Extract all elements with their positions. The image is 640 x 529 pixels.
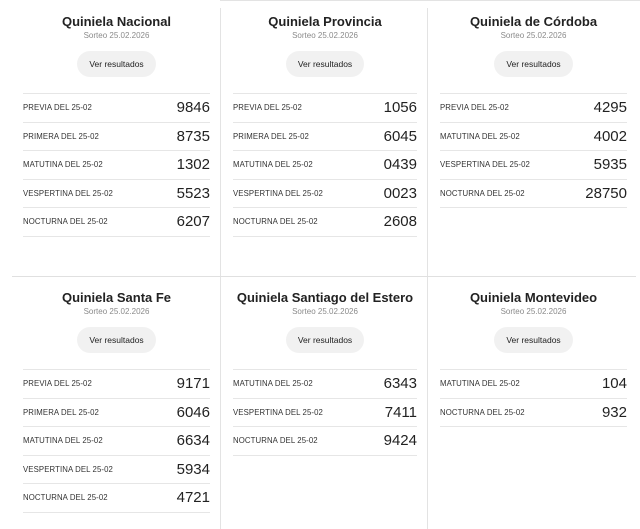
result-row bbox=[23, 369, 210, 399]
results-list bbox=[440, 93, 627, 208]
draw-label: NOCTURNA DEL 25-02 bbox=[23, 217, 108, 227]
draw-label: PRIMERA DEL 25-02 bbox=[23, 407, 99, 417]
draw-label: VESPERTINA DEL 25-02 bbox=[233, 188, 323, 198]
ver-resultados-button[interactable]: Ver resultados bbox=[494, 51, 572, 77]
draw-label: PREVIA DEL 25-02 bbox=[440, 103, 509, 113]
draw-label: MATUTINA DEL 25-02 bbox=[233, 379, 313, 389]
draw-number: 6343 bbox=[383, 375, 417, 393]
draw-number: 104 bbox=[601, 375, 627, 393]
result-row bbox=[233, 151, 417, 180]
card-title: Quiniela Montevideo bbox=[469, 290, 598, 305]
draw-number: 0023 bbox=[383, 184, 417, 202]
draw-label: PREVIA DEL 25-02 bbox=[23, 103, 92, 113]
result-row bbox=[440, 123, 627, 152]
result-row bbox=[440, 93, 627, 123]
card-quiniela-santiago-del-estero bbox=[220, 276, 427, 529]
draw-label: VESPERTINA DEL 25-02 bbox=[440, 160, 530, 170]
ver-resultados-button[interactable]: Ver resultados bbox=[77, 51, 155, 77]
draw-label: MATUTINA DEL 25-02 bbox=[440, 131, 520, 141]
draw-label: NOCTURNA DEL 25-02 bbox=[23, 493, 108, 503]
card-quiniela-nacional bbox=[10, 0, 220, 276]
draw-number: 5935 bbox=[593, 156, 627, 174]
card-quiniela-provincia bbox=[220, 0, 427, 276]
result-row bbox=[440, 180, 627, 209]
card-title: Quiniela de Córdoba bbox=[469, 14, 598, 29]
result-row bbox=[233, 427, 417, 456]
draw-number: 4295 bbox=[593, 99, 627, 117]
draw-number: 7411 bbox=[384, 403, 417, 421]
draw-label: VESPERTINA DEL 25-02 bbox=[233, 407, 323, 417]
result-row bbox=[233, 180, 417, 209]
result-row bbox=[23, 180, 210, 209]
result-row bbox=[233, 208, 417, 237]
draw-number: 4721 bbox=[176, 489, 210, 507]
card-date: Sorteo 25.02.2026 bbox=[500, 307, 567, 316]
draw-label: NOCTURNA DEL 25-02 bbox=[440, 188, 525, 198]
results-list bbox=[233, 93, 417, 237]
draw-number: 9424 bbox=[383, 432, 417, 450]
results-list bbox=[233, 369, 417, 456]
draw-label: PREVIA DEL 25-02 bbox=[23, 379, 92, 389]
card-quiniela-montevideo bbox=[427, 276, 637, 529]
card-title: Quiniela Provincia bbox=[268, 14, 382, 29]
draw-label: PREVIA DEL 25-02 bbox=[233, 103, 302, 113]
card-date: Sorteo 25.02.2026 bbox=[500, 31, 567, 40]
card-date: Sorteo 25.02.2026 bbox=[292, 31, 358, 40]
draw-number: 1302 bbox=[176, 156, 210, 174]
result-row bbox=[233, 93, 417, 123]
draw-label: NOCTURNA DEL 25-02 bbox=[233, 217, 318, 227]
result-row bbox=[440, 399, 627, 428]
result-row bbox=[23, 484, 210, 513]
result-row bbox=[233, 123, 417, 152]
result-row bbox=[233, 369, 417, 399]
result-row bbox=[23, 151, 210, 180]
card-quiniela-cordoba bbox=[427, 0, 637, 276]
draw-number: 9171 bbox=[176, 375, 210, 393]
draw-number: 5934 bbox=[176, 460, 210, 478]
ver-resultados-button[interactable]: Ver resultados bbox=[286, 327, 364, 353]
result-row bbox=[23, 399, 210, 428]
draw-label: MATUTINA DEL 25-02 bbox=[440, 379, 520, 389]
draw-label: MATUTINA DEL 25-02 bbox=[23, 160, 103, 170]
card-title: Quiniela Santa Fe bbox=[61, 290, 172, 305]
draw-number: 1056 bbox=[383, 99, 417, 117]
card-quiniela-santa-fe bbox=[10, 276, 220, 529]
draw-label: PRIMERA DEL 25-02 bbox=[233, 131, 309, 141]
result-row bbox=[440, 151, 627, 180]
draw-label: PRIMERA DEL 25-02 bbox=[23, 131, 99, 141]
draw-number: 9846 bbox=[176, 99, 210, 117]
ver-resultados-button[interactable]: Ver resultados bbox=[286, 51, 364, 77]
results-list bbox=[23, 369, 210, 513]
card-date: Sorteo 25.02.2026 bbox=[292, 307, 358, 316]
card-date: Sorteo 25.02.2026 bbox=[83, 31, 150, 40]
result-row bbox=[23, 456, 210, 485]
result-row bbox=[440, 369, 627, 399]
results-list bbox=[440, 369, 627, 427]
results-list bbox=[23, 93, 210, 237]
draw-label: NOCTURNA DEL 25-02 bbox=[233, 436, 318, 446]
ver-resultados-button[interactable]: Ver resultados bbox=[77, 327, 155, 353]
card-title: Quiniela Santiago del Estero bbox=[236, 290, 414, 305]
draw-label: MATUTINA DEL 25-02 bbox=[23, 436, 103, 446]
result-row bbox=[23, 123, 210, 152]
card-title: Quiniela Nacional bbox=[61, 14, 172, 29]
result-row bbox=[23, 208, 210, 237]
draw-number: 5523 bbox=[176, 184, 210, 202]
draw-number: 4002 bbox=[593, 127, 627, 145]
draw-number: 28750 bbox=[585, 184, 627, 202]
draw-number: 6045 bbox=[383, 127, 417, 145]
card-date: Sorteo 25.02.2026 bbox=[83, 307, 150, 316]
draw-label: VESPERTINA DEL 25-02 bbox=[23, 464, 113, 474]
draw-number: 8735 bbox=[176, 127, 210, 145]
draw-label: MATUTINA DEL 25-02 bbox=[233, 160, 313, 170]
draw-number: 6207 bbox=[176, 213, 210, 231]
quiniela-grid bbox=[10, 0, 637, 529]
ver-resultados-button[interactable]: Ver resultados bbox=[494, 327, 572, 353]
draw-number: 2608 bbox=[383, 213, 417, 231]
draw-number: 932 bbox=[601, 403, 627, 421]
draw-label: NOCTURNA DEL 25-02 bbox=[440, 407, 525, 417]
result-row bbox=[23, 427, 210, 456]
result-row bbox=[233, 399, 417, 428]
result-row bbox=[23, 93, 210, 123]
draw-number: 6046 bbox=[176, 403, 210, 421]
draw-number: 6634 bbox=[176, 432, 210, 450]
draw-label: VESPERTINA DEL 25-02 bbox=[23, 188, 113, 198]
draw-number: 0439 bbox=[383, 156, 417, 174]
